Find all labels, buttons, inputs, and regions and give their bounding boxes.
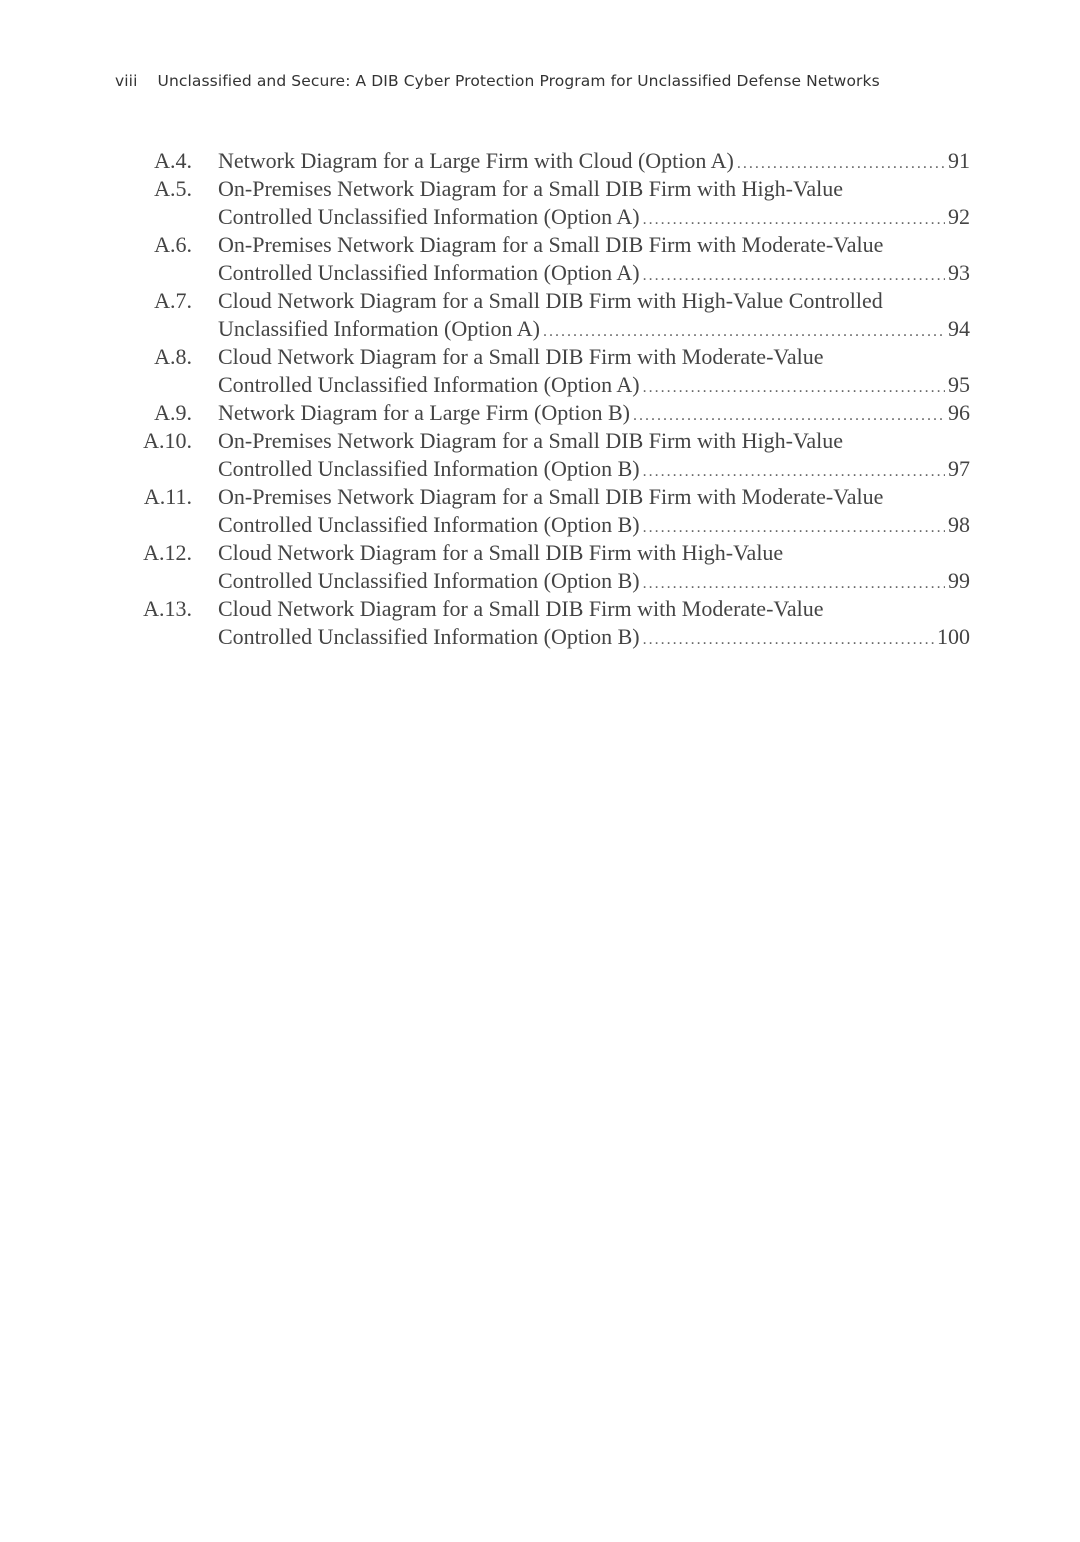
page-number: 99 [948, 568, 970, 593]
figure-title-line: Controlled Unclassified Information (Option B) [218, 624, 640, 649]
running-head-title: Unclassified and Secure: A DIB Cyber Protection Program for Unclassified Defense Networks [157, 72, 880, 90]
figure-title-last-line [218, 511, 970, 539]
figure-number: A.11. [143, 484, 192, 509]
figure-title-line: Controlled Unclassified Information (Option A) [218, 204, 640, 229]
dot-leader [643, 374, 945, 402]
page-number: 92 [948, 204, 970, 229]
dot-leader [643, 262, 945, 290]
figure-title-line: Controlled Unclassified Information (Option B) [218, 512, 640, 537]
running-head [115, 72, 880, 90]
figure-title-line: On-Premises Network Diagram for a Small DIB Firm with High-Value [218, 176, 844, 201]
figure-title-line: Controlled Unclassified Information (Option A) [218, 372, 640, 397]
page-number: 98 [948, 512, 970, 537]
dot-leader [633, 402, 945, 430]
page-number: 96 [948, 400, 970, 425]
figure-number: A.6. [154, 232, 192, 257]
figure-title-last-line [218, 203, 970, 231]
figure-title-line: Cloud Network Diagram for a Small DIB Firm with Moderate-Value [218, 596, 824, 621]
figure-title-line: On-Premises Network Diagram for a Small DIB Firm with Moderate-Value [218, 232, 884, 257]
figure-number: A.4. [154, 148, 192, 173]
list-of-figures [130, 147, 970, 651]
figure-title-line: On-Premises Network Diagram for a Small DIB Firm with Moderate-Value [218, 484, 884, 509]
page-number: 91 [948, 148, 970, 173]
toc-entry[interactable] [130, 427, 970, 483]
figure-title-line: Controlled Unclassified Information (Option B) [218, 568, 640, 593]
dot-leader [643, 458, 945, 486]
toc-entry[interactable] [130, 147, 970, 175]
figure-title-line: Network Diagram for a Large Firm with Cloud (Option A) [218, 148, 734, 173]
figure-title-line: On-Premises Network Diagram for a Small DIB Firm with High-Value [218, 428, 844, 453]
dot-leader [643, 570, 945, 598]
figure-number: A.5. [154, 176, 192, 201]
figure-title-block [218, 539, 970, 595]
page-number: 93 [948, 260, 970, 285]
figure-number: A.13. [143, 596, 192, 621]
figure-title-last-line [218, 259, 970, 287]
dot-leader [643, 514, 945, 542]
figure-title-line: Controlled Unclassified Information (Option A) [218, 260, 640, 285]
figure-title-last-line [218, 371, 970, 399]
toc-entry[interactable] [130, 175, 970, 231]
figure-title-block [218, 175, 970, 231]
figure-title-block [218, 595, 970, 651]
figure-number: A.9. [154, 400, 192, 425]
figure-title-block [218, 399, 970, 427]
figure-title-line: Network Diagram for a Large Firm (Option B) [218, 400, 630, 425]
figure-title-last-line [218, 399, 970, 427]
toc-entry[interactable] [130, 483, 970, 539]
figure-title-block [218, 427, 970, 483]
toc-entry[interactable] [130, 287, 970, 343]
toc-entry[interactable] [130, 343, 970, 399]
figure-title-last-line [218, 623, 970, 651]
page-number: 94 [948, 316, 970, 341]
figure-number: A.12. [143, 540, 192, 565]
figure-title-block [218, 343, 970, 399]
dot-leader [737, 150, 945, 178]
figure-title-block [218, 483, 970, 539]
toc-entry[interactable] [130, 231, 970, 287]
figure-title-block [218, 287, 970, 343]
toc-entry[interactable] [130, 539, 970, 595]
figure-title-line: Cloud Network Diagram for a Small DIB Firm with High-Value Controlled [218, 288, 883, 313]
toc-entry[interactable] [130, 595, 970, 651]
figure-title-line: Controlled Unclassified Information (Option B) [218, 456, 640, 481]
page-folio: viii [115, 72, 138, 90]
dot-leader [643, 206, 945, 234]
page-number: 95 [948, 372, 970, 397]
figure-title-last-line [218, 147, 970, 175]
page-number: 100 [937, 624, 970, 649]
figure-title-line: Cloud Network Diagram for a Small DIB Firm with High-Value [218, 540, 784, 565]
toc-entry[interactable] [130, 399, 970, 427]
figure-title-last-line [218, 455, 970, 483]
page-number: 97 [948, 456, 970, 481]
figure-title-line: Cloud Network Diagram for a Small DIB Firm with Moderate-Value [218, 344, 824, 369]
figure-number: A.8. [154, 344, 192, 369]
dot-leader [543, 318, 945, 346]
figure-title-line: Unclassified Information (Option A) [218, 316, 540, 341]
figure-title-last-line [218, 315, 970, 343]
figure-title-block [218, 147, 970, 175]
figure-title-last-line [218, 567, 970, 595]
dot-leader [643, 626, 934, 654]
figure-title-block [218, 231, 970, 287]
figure-number: A.10. [143, 428, 192, 453]
figure-number: A.7. [154, 288, 192, 313]
